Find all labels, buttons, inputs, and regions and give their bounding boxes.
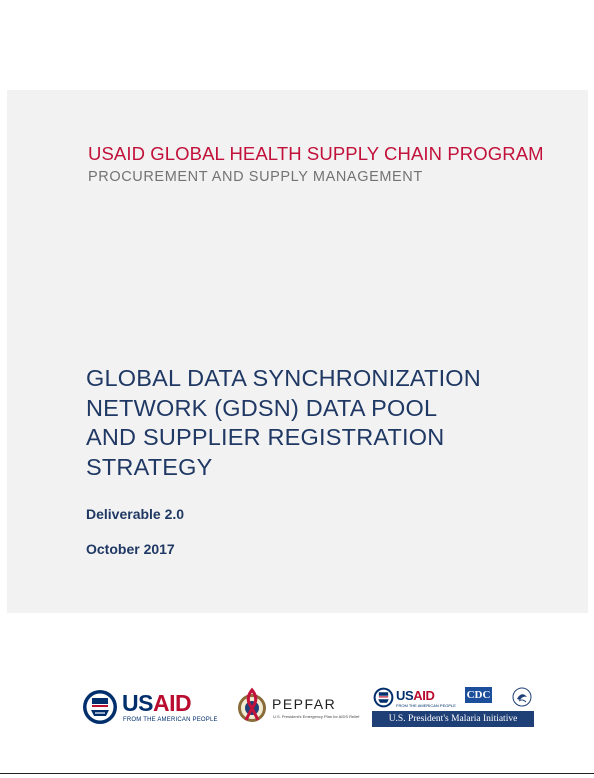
document-date: October 2017 — [86, 541, 175, 557]
hhs-eagle-icon — [512, 687, 532, 707]
title-line: NETWORK (GDSN) DATA POOL — [86, 394, 438, 421]
pepfar-logo — [236, 686, 360, 730]
title-line: AND SUPPLIER REGISTRATION — [86, 424, 445, 450]
usaid-seal-icon — [82, 689, 118, 725]
usaid-logo — [82, 685, 218, 729]
usaid-tagline-small: FROM THE AMERICAN PEOPLE — [396, 703, 456, 708]
usaid-wordmark-small: USAID — [396, 688, 435, 703]
pepfar-ribbon-seal-icon — [236, 686, 270, 726]
program-name: USAID GLOBAL HEALTH SUPPLY CHAIN PROGRAM — [88, 143, 544, 164]
program-subtitle: PROCUREMENT AND SUPPLY MANAGEMENT — [88, 169, 423, 185]
pepfar-tagline: U.S. President's Emergency Plan for AIDS Relief — [273, 714, 360, 719]
document-title — [86, 364, 556, 482]
cdc-logo: CDC — [466, 689, 491, 701]
title-line: STRATEGY — [86, 453, 213, 480]
footer-rule — [0, 773, 594, 774]
sponsor-logos — [0, 680, 594, 740]
pmi-name-bar: U.S. President's Malaria Initiative — [372, 711, 534, 727]
usaid-tagline: FROM THE AMERICAN PEOPLE — [123, 717, 218, 723]
usaid-seal-icon — [373, 687, 394, 708]
pmi-logo — [372, 684, 534, 730]
usaid-wordmark: USAID — [122, 690, 192, 716]
pepfar-wordmark: PEPFAR — [272, 696, 337, 712]
deliverable-label: Deliverable 2.0 — [86, 506, 185, 522]
title-line: GLOBAL DATA SYNCHRONIZATION — [86, 365, 481, 391]
